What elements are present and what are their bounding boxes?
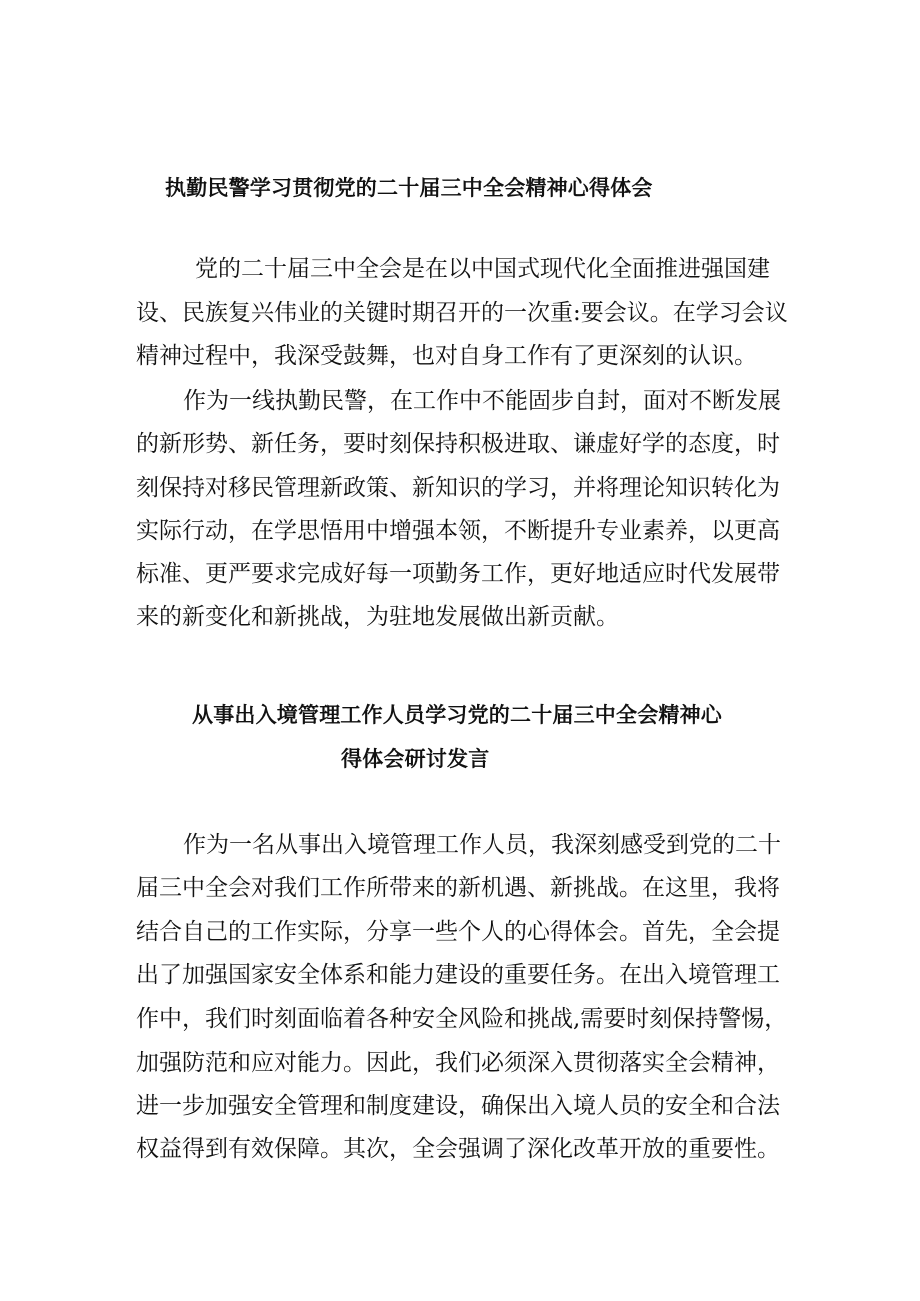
section-2-paragraph-1-line-6: 加强防范和应对能力。因此，我们必须深入贯彻落实全会精神，: [136, 1050, 780, 1076]
section-1-paragraph-2-line-4: 实际行动，在学思悟用中增强本领，不断提升专业素养，以更高: [136, 518, 780, 544]
section-1-paragraph-2-line-3: 刻保持对移民管理新政策、新知识的学习，并将理论知识转化为: [136, 475, 780, 501]
section-2-title-line-1: 从事出入境管理工作人员学习党的二十届三中全会精神心: [192, 703, 722, 727]
section-1-paragraph-1-line-3: 精神过程中，我深受鼓舞，也对自身工作有了更深刻的认识。: [136, 343, 757, 369]
section-2-title-line-2: 得体会研讨发言: [341, 747, 490, 771]
section-1-paragraph-2-line-1: 作为一线执勤民警，在工作中不能固步自封，面对不断发展: [183, 388, 781, 414]
section-2-paragraph-1-line-4: 出了加强国家安全体系和能力建设的重要任务。在出入境管理工: [136, 962, 780, 988]
section-2-paragraph-1-line-8: 权益得到有效保障。其次，全会强调了深化改革开放的重要性。: [136, 1136, 780, 1162]
section-2-paragraph-1-line-5: 作中，我们时刻面临着各种安全风险和挑战,需要时刻保持警惕，: [136, 1006, 788, 1032]
section-1-paragraph-1-line-1: 党的二十届三中全会是在以中国式现代化全面推进强国建: [195, 256, 770, 282]
section-1-paragraph-2-line-5: 标准、更严要求完成好每一项勤务工作，更好地适应时代发展带: [136, 561, 780, 587]
section-1-paragraph-2-line-6: 来的新变化和新挑战，为驻地发展做出新贡献。: [136, 604, 619, 630]
section-1-title: 执勤民警学习贯彻党的二十届三中全会精神心得体会: [165, 176, 653, 200]
section-1-paragraph-1-line-2: 设、民族复兴伟业的关键时期召开的一次重:要会议。在学习会议: [136, 300, 788, 326]
section-2-paragraph-1-line-3: 结合自己的工作实际，分享一些个人的心得体会。首先，全会提: [136, 919, 780, 945]
section-2-paragraph-1-line-1: 作为一名从事出入境管理工作人员，我深刻感受到党的二十: [183, 832, 781, 858]
section-1-paragraph-2-line-2: 的新形势、新任务，要时刻保持积极进取、谦虚好学的态度，时: [136, 431, 780, 457]
section-2-paragraph-1-line-2: 届三中全会对我们工作所带来的新机遇、新挑战。在这里，我将: [136, 875, 780, 901]
section-2-paragraph-1-line-7: 进一步加强安全管理和制度建设，确保出入境人员的安全和合法: [136, 1093, 780, 1119]
